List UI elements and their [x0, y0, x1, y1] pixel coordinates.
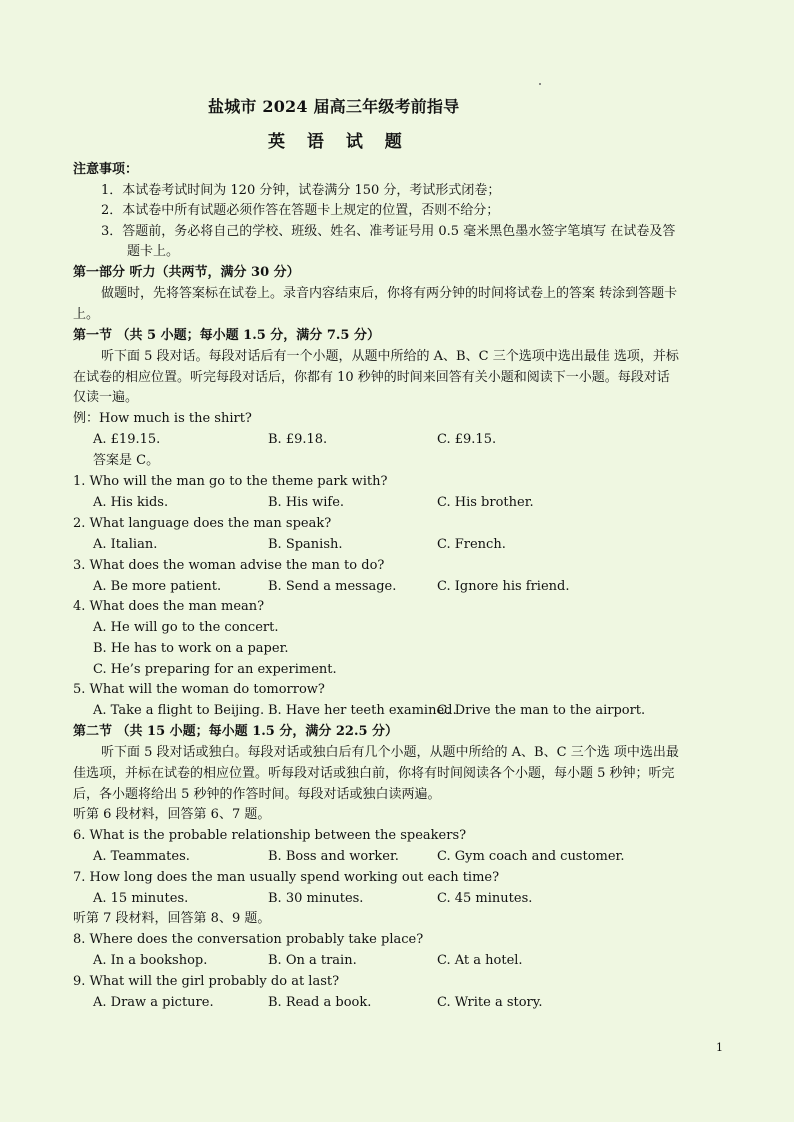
- section2-instruction-1: 听下面 5 段对话或独白。每段对话或独白后有几个小题，从题中所给的 A、B、C 三个选 项中选出最: [101, 745, 679, 760]
- q3-option-b: B. Send a message.: [268, 579, 397, 594]
- material-7-heading: 听第 7 段材料，回答第 8、9 题。: [73, 911, 271, 926]
- section2-heading: 第二节 （共 15 小题；每小题 1.5 分，满分 22.5 分）: [73, 724, 399, 739]
- q9-option-c: C. Write a story.: [437, 995, 543, 1010]
- section2-instruction-2: 佳选项，并标在试卷的相应位置。听每段对话或独白前，你将有时间阅读各个小题，每小题 5 秒钟；听完: [73, 766, 675, 781]
- note-item-3: 3．答题前，务必将自己的学校、班级、姓名、准考证号用 0.5 毫米黑色墨水签字笔填写 在试卷及答: [101, 224, 676, 239]
- scan-dot: [539, 83, 541, 85]
- exam-title: 盐城市 2024 届高三年级考前指导: [208, 97, 460, 116]
- example-option-b: B. £9.18.: [268, 432, 328, 447]
- question-4: 4. What does the man mean?: [73, 599, 265, 614]
- q7-option-c: C. 45 minutes.: [437, 891, 533, 906]
- example-option-a: A. £19.15.: [93, 432, 161, 447]
- section2-instruction-3: 后，各小题将给出 5 秒钟的作答时间。每段对话或独白读两遍。: [73, 787, 441, 802]
- q2-option-b: B. Spanish.: [268, 537, 343, 552]
- q6-option-c: C. Gym coach and customer.: [437, 849, 625, 864]
- q4-option-b: B. He has to work on a paper.: [93, 641, 289, 656]
- q5-option-a: A. Take a flight to Beijing.: [93, 703, 265, 718]
- section1-instruction-2: 在试卷的相应位置。听完每段对话后，你都有 10 秒钟的时间来回答有关小题和阅读下一小题。每段对话: [73, 370, 670, 385]
- notes-heading: 注意事项：: [73, 162, 139, 177]
- q3-option-c: C. Ignore his friend.: [437, 579, 570, 594]
- q7-option-b: B. 30 minutes.: [268, 891, 364, 906]
- material-6-heading: 听第 6 段材料，回答第 6、7 题。: [73, 807, 271, 822]
- page-number: 1: [716, 1041, 723, 1054]
- part1-instruction-1: 做题时，先将答案标在试卷上。录音内容结束后，你将有两分钟的时间将试卷上的答案 转涂到答题卡: [101, 286, 678, 301]
- q5-option-b: B. Have her teeth examined.: [268, 703, 457, 718]
- q2-option-c: C. French.: [437, 537, 506, 552]
- question-8: 8. Where does the conversation probably take place?: [73, 932, 424, 947]
- q2-option-a: A. Italian.: [93, 537, 158, 552]
- question-3: 3. What does the woman advise the man to do?: [73, 558, 385, 573]
- q1-option-b: B. His wife.: [268, 495, 345, 510]
- q6-option-b: B. Boss and worker.: [268, 849, 399, 864]
- question-7: 7. How long does the man usually spend working out each time?: [73, 870, 500, 885]
- example-question: 例：How much is the shirt?: [73, 411, 252, 426]
- q1-option-c: C. His brother.: [437, 495, 534, 510]
- q8-option-c: C. At a hotel.: [437, 953, 523, 968]
- question-5: 5. What will the woman do tomorrow?: [73, 682, 325, 697]
- question-9: 9. What will the girl probably do at last?: [73, 974, 340, 989]
- exam-subtitle: 英 语 试 题: [268, 132, 410, 152]
- section1-heading: 第一节 （共 5 小题；每小题 1.5 分，满分 7.5 分）: [73, 328, 380, 343]
- q9-option-b: B. Read a book.: [268, 995, 372, 1010]
- q3-option-a: A. Be more patient.: [93, 579, 222, 594]
- note-item-1: 1．本试卷考试时间为 120 分钟，试卷满分 150 分，考试形式闭卷；: [101, 183, 501, 198]
- q8-option-a: A. In a bookshop.: [93, 953, 208, 968]
- q8-option-b: B. On a train.: [268, 953, 357, 968]
- q4-option-a: A. He will go to the concert.: [93, 620, 279, 635]
- q6-option-a: A. Teammates.: [93, 849, 190, 864]
- note-item-2: 2．本试卷中所有试题必须作答在答题卡上规定的位置，否则不给分；: [101, 203, 500, 218]
- section1-instruction-3: 仅读一遍。: [73, 390, 139, 405]
- section1-instruction-1: 听下面 5 段对话。每段对话后有一个小题，从题中所给的 A、B、C 三个选项中选出最佳 选项，并标: [101, 349, 679, 364]
- example-answer: 答案是 C。: [93, 453, 160, 468]
- part1-heading: 第一部分 听力（共两节，满分 30 分）: [73, 265, 300, 280]
- q7-option-a: A. 15 minutes.: [93, 891, 189, 906]
- q1-option-a: A. His kids.: [93, 495, 169, 510]
- note-item-3-cont: 题卡上。: [127, 244, 180, 259]
- part1-instruction-2: 上。: [73, 307, 100, 322]
- q4-option-c: C. He’s preparing for an experiment.: [93, 662, 337, 677]
- question-2: 2. What language does the man speak?: [73, 516, 332, 531]
- question-6: 6. What is the probable relationship between the speakers?: [73, 828, 467, 843]
- q9-option-a: A. Draw a picture.: [93, 995, 214, 1010]
- example-option-c: C. £9.15.: [437, 432, 497, 447]
- question-1: 1. Who will the man go to the theme park with?: [73, 474, 388, 489]
- q5-option-c: C. Drive the man to the airport.: [437, 703, 646, 718]
